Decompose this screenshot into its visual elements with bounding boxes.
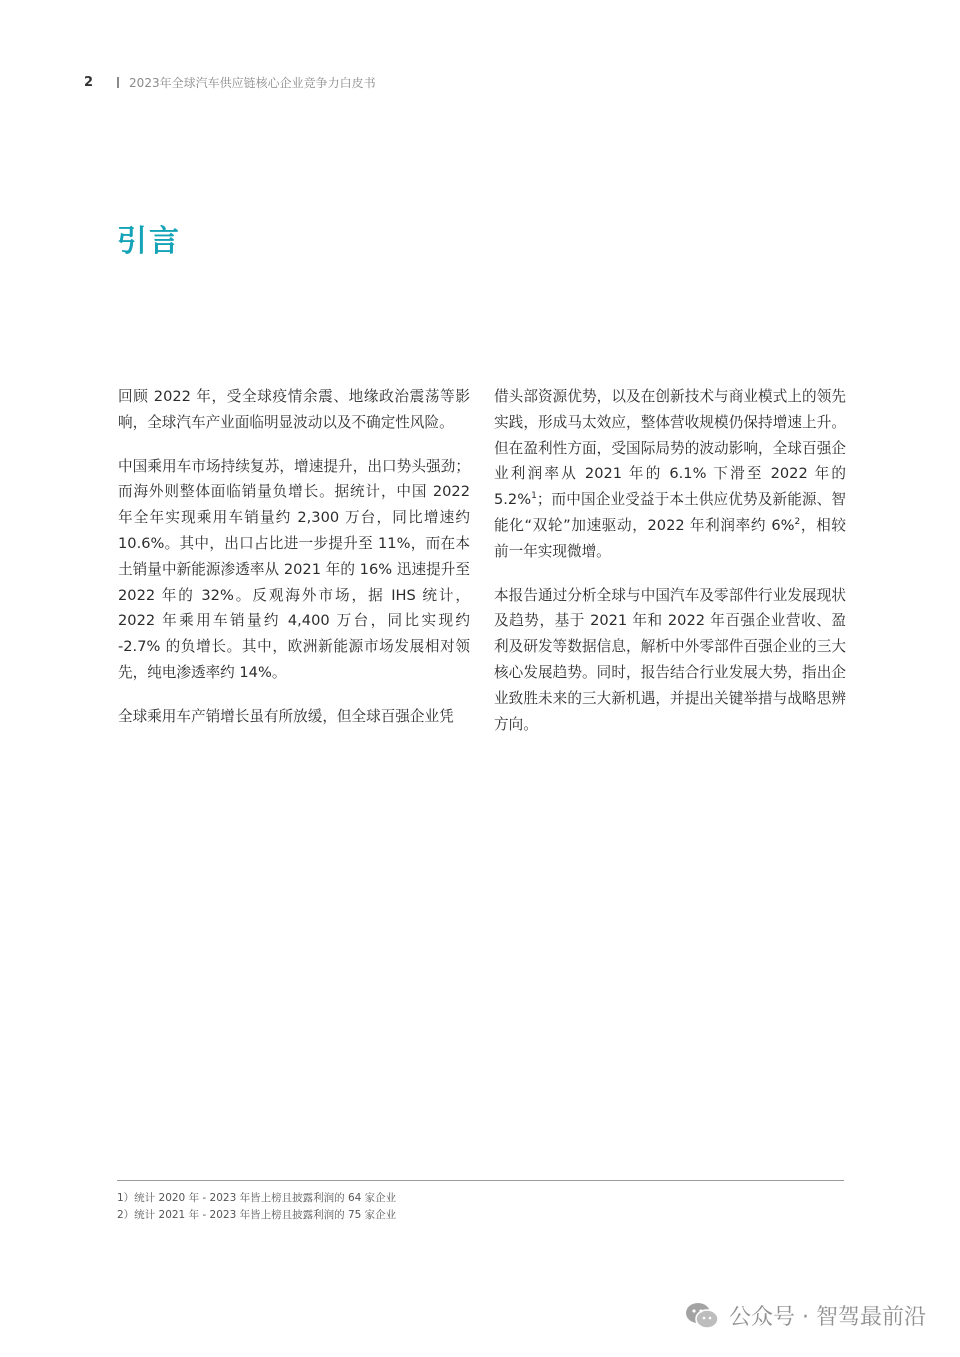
document-title: 2023年全球汽车供应链核心企业竞争力白皮书	[129, 76, 376, 90]
watermark	[685, 1300, 926, 1331]
footnote-ref-2: 2	[794, 517, 801, 528]
footnote-ref-1: 1	[531, 491, 537, 502]
paragraph: 本报告通过分析全球与中国汽车及零部件行业发展现状及趋势，基于 2021 年和 2022 年百强企业营收、盈利及研发等数据信息，解析中外零部件百强企业的三大核心发展趋势。同时，报告结合行业发展大势，指出企业致胜未来的三大新机遇，并提出关键举措与战略思辨方向。	[494, 586, 846, 733]
left-text-column	[118, 384, 470, 748]
paragraph: 全球乘用车产销增长虽有所放缓，但全球百强企业凭	[118, 707, 454, 725]
wechat-icon	[685, 1301, 719, 1331]
watermark-text: 公众号 · 智驾最前沿	[729, 1305, 926, 1330]
page-header	[84, 74, 376, 91]
paragraph: 回顾 2022 年，受全球疫情余震、地缘政治震荡等影响，全球汽车产业面临明显波动以及不确定性风险。	[118, 388, 470, 431]
footnotes	[117, 1190, 396, 1224]
paragraph: 中国乘用车市场持续复苏，增速提升，出口势头强劲；而海外则整体面临销量负增长。据统计，中国 2022 年全年实现乘用车销量约 2,300 万台，同比增速约 10.6%。其中，出口占比进一步提升至 11%，而在本土销量中新能源渗透率从 2021 年的 16% 迅速提升至 2022 年的 32%。反观海外市场，据 IHS 统计，2022 年乘用车销量约 4,400 万台，同比实现约 -2.7% 的负增长。其中，欧洲新能源市场发展相对领先，纯电渗透率约 14%。	[118, 457, 470, 681]
paragraph	[494, 384, 846, 565]
paragraph-text: ，相较前一年实现微增。	[494, 516, 846, 560]
right-text-column	[494, 384, 846, 755]
paragraph-text: ；而中国企业受益于本土供应优势及新能源、智能化“双轮”加速驱动，2022 年利润率约 6%	[494, 491, 846, 534]
footnote-1: 1）统计 2020 年 - 2023 年皆上榜且披露利润的 64 家企业	[117, 1192, 397, 1204]
section-title: 引言	[117, 224, 181, 259]
paragraph-text: 借头部资源优势，以及在创新技术与商业模式上的领先实践，形成马太效应，整体营收规模仍保持增速上升。但在盈利性方面，受国际局势的波动影响，全球百强企业利润率从 2021 年的 6.1% 下滑至 2022 年的 5.2%	[494, 388, 846, 509]
page-number: 2	[84, 75, 94, 90]
header-divider	[117, 77, 119, 88]
footnote-2: 2）统计 2021 年 - 2023 年皆上榜且披露利润的 75 家企业	[117, 1209, 397, 1221]
footnote-divider	[117, 1180, 844, 1181]
